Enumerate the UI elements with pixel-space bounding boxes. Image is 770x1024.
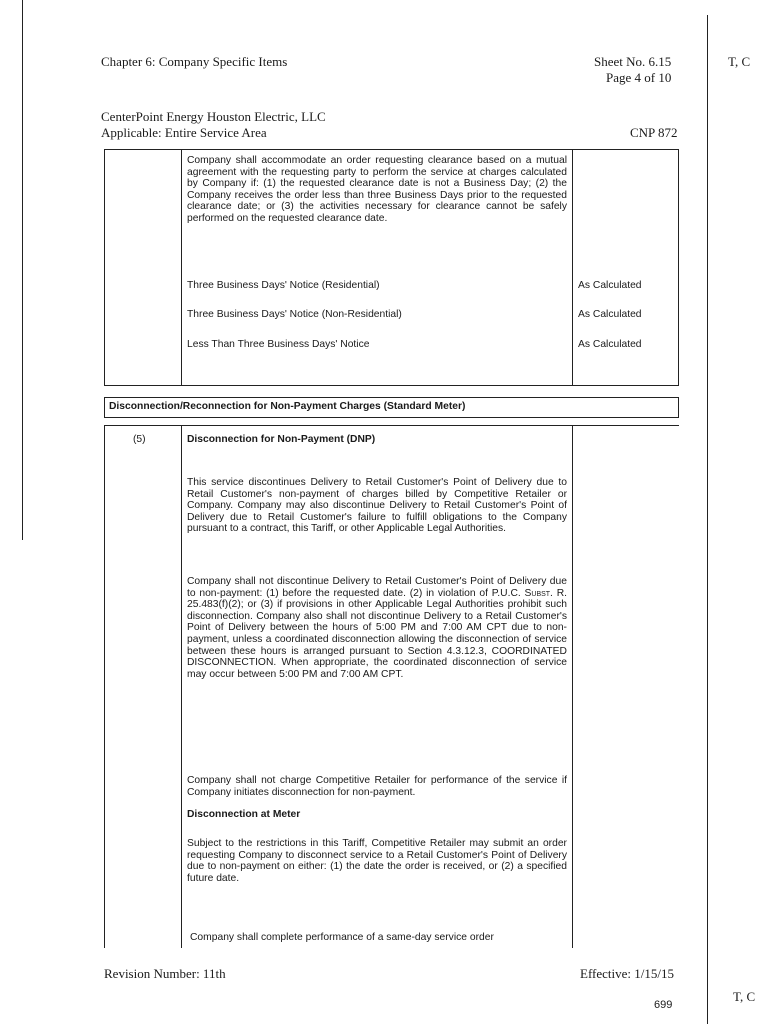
dnp-paragraph-4: Subject to the restrictions in this Tariff, Competitive Retailer may submit an order requesting Company to disconnect service to a Retail Customer's Point of Delivery due to non-payment on either: (1) the date the order is received, or (2) a specified future date.	[187, 838, 567, 884]
dnp-paragraph-2	[187, 576, 567, 680]
charge-row-label-3: Less Than Three Business Days' Notice	[187, 339, 370, 350]
heading-top-border	[104, 397, 679, 398]
page-number: 699	[654, 999, 673, 1011]
charge-row-label-2: Three Business Days' Notice (Non-Residential)	[187, 309, 402, 320]
heading-left-border	[104, 397, 105, 418]
effective-date: Effective: 1/15/15	[580, 966, 674, 981]
revision-number: Revision Number: 11th	[104, 966, 226, 981]
table1-top-border	[104, 149, 679, 150]
table1-divider-2	[572, 149, 573, 385]
right-margin-line	[707, 15, 708, 1024]
clearance-paragraph: Company shall accommodate an order requesting clearance based on a mutual agreement with the requesting party to perform the service at charges calculated by Company if: (1) the requested clearance date is not a Business Day; (2) the Company receives the order less than three Business Days prior to the requested clearance date; or (3) the activities necessary for clearance cannot be safely performed on the requested clearance date.	[187, 155, 567, 224]
dnp-paragraph-1: This service discontinues Delivery to Retail Customer's Point of Delivery due to Retail Customer's non-payment of charges billed by Competitive Retailer or Company. Company may also discontinue Delivery to Retail Customer's Point of Delivery due to Retail Customer's failure to fulfill obligations to the Company pursuant to a contract, this Tariff, or other Applicable Legal Authorities.	[187, 477, 567, 535]
page-indicator: Page 4 of 10	[606, 70, 672, 85]
dnp-paragraph-2-part-b: R. 25.483(f)(2); or (3) if provisions in other Applicable Legal Authorities prohibit such disconnection. Company also shall not discontinue Delivery to a Retail Customer's Point of Delivery between the hours of 5:00 PM and 7:00 AM CPT due to non-payment, unless a coordinated disconnection allowing the disconnection of service between these hours is arranged pursuant to Section 4.3.12.3, COORDINATED DISCONNECTION. When appropriate, the coordinated disconnection of service may occur between 5:00 PM and 7:00 AM CPT.	[187, 587, 567, 680]
margin-mark-bottom: T, C	[733, 989, 756, 1004]
chapter-title: Chapter 6: Company Specific Items	[101, 54, 288, 69]
section-heading: Disconnection/Reconnection for Non-Payment Charges (Standard Meter)	[109, 401, 466, 412]
table2-left-border	[104, 425, 105, 948]
dnp-title: Disconnection for Non-Payment (DNP)	[187, 434, 376, 445]
left-margin-line	[22, 0, 23, 540]
charge-row-value-2: As Calculated	[578, 309, 642, 320]
table2-divider-1	[181, 425, 182, 948]
applicable-area: Applicable: Entire Service Area	[101, 125, 267, 140]
table2-divider-2	[572, 425, 573, 948]
dnp-paragraph-3: Company shall not charge Competitive Retailer for performance of the service if Company initiates disconnection for non-payment.	[187, 775, 567, 798]
charge-row-value-1: As Calculated	[578, 280, 642, 291]
heading-right-border	[678, 397, 679, 418]
company-name: CenterPoint Energy Houston Electric, LLC	[101, 109, 326, 124]
sheet-number: Sheet No. 6.15	[594, 54, 672, 69]
dnp-paragraph-2-part-a: Company shall not discontinue Delivery to Retail Customer's Point of Delivery due to non-payment: (1) before the requested date. (2) in violation of P.U.C.	[187, 576, 567, 599]
disconnection-at-meter-heading: Disconnection at Meter	[187, 809, 301, 820]
charge-row-label-1: Three Business Days' Notice (Residential)	[187, 280, 380, 291]
table1-left-border	[104, 149, 105, 385]
heading-bottom-border	[104, 417, 679, 418]
table2-top-border	[104, 425, 679, 426]
item-number: (5)	[133, 434, 146, 445]
charge-row-value-3: As Calculated	[578, 339, 642, 350]
dnp-paragraph-2-subst: Subst.	[524, 587, 553, 599]
table1-divider-1	[181, 149, 182, 385]
margin-mark-top: T, C	[728, 54, 751, 69]
table1-right-border	[678, 149, 679, 385]
tariff-code: CNP 872	[630, 125, 678, 140]
dnp-paragraph-5: Company shall complete performance of a same-day service order	[190, 932, 494, 943]
table1-bottom-border	[104, 385, 679, 386]
